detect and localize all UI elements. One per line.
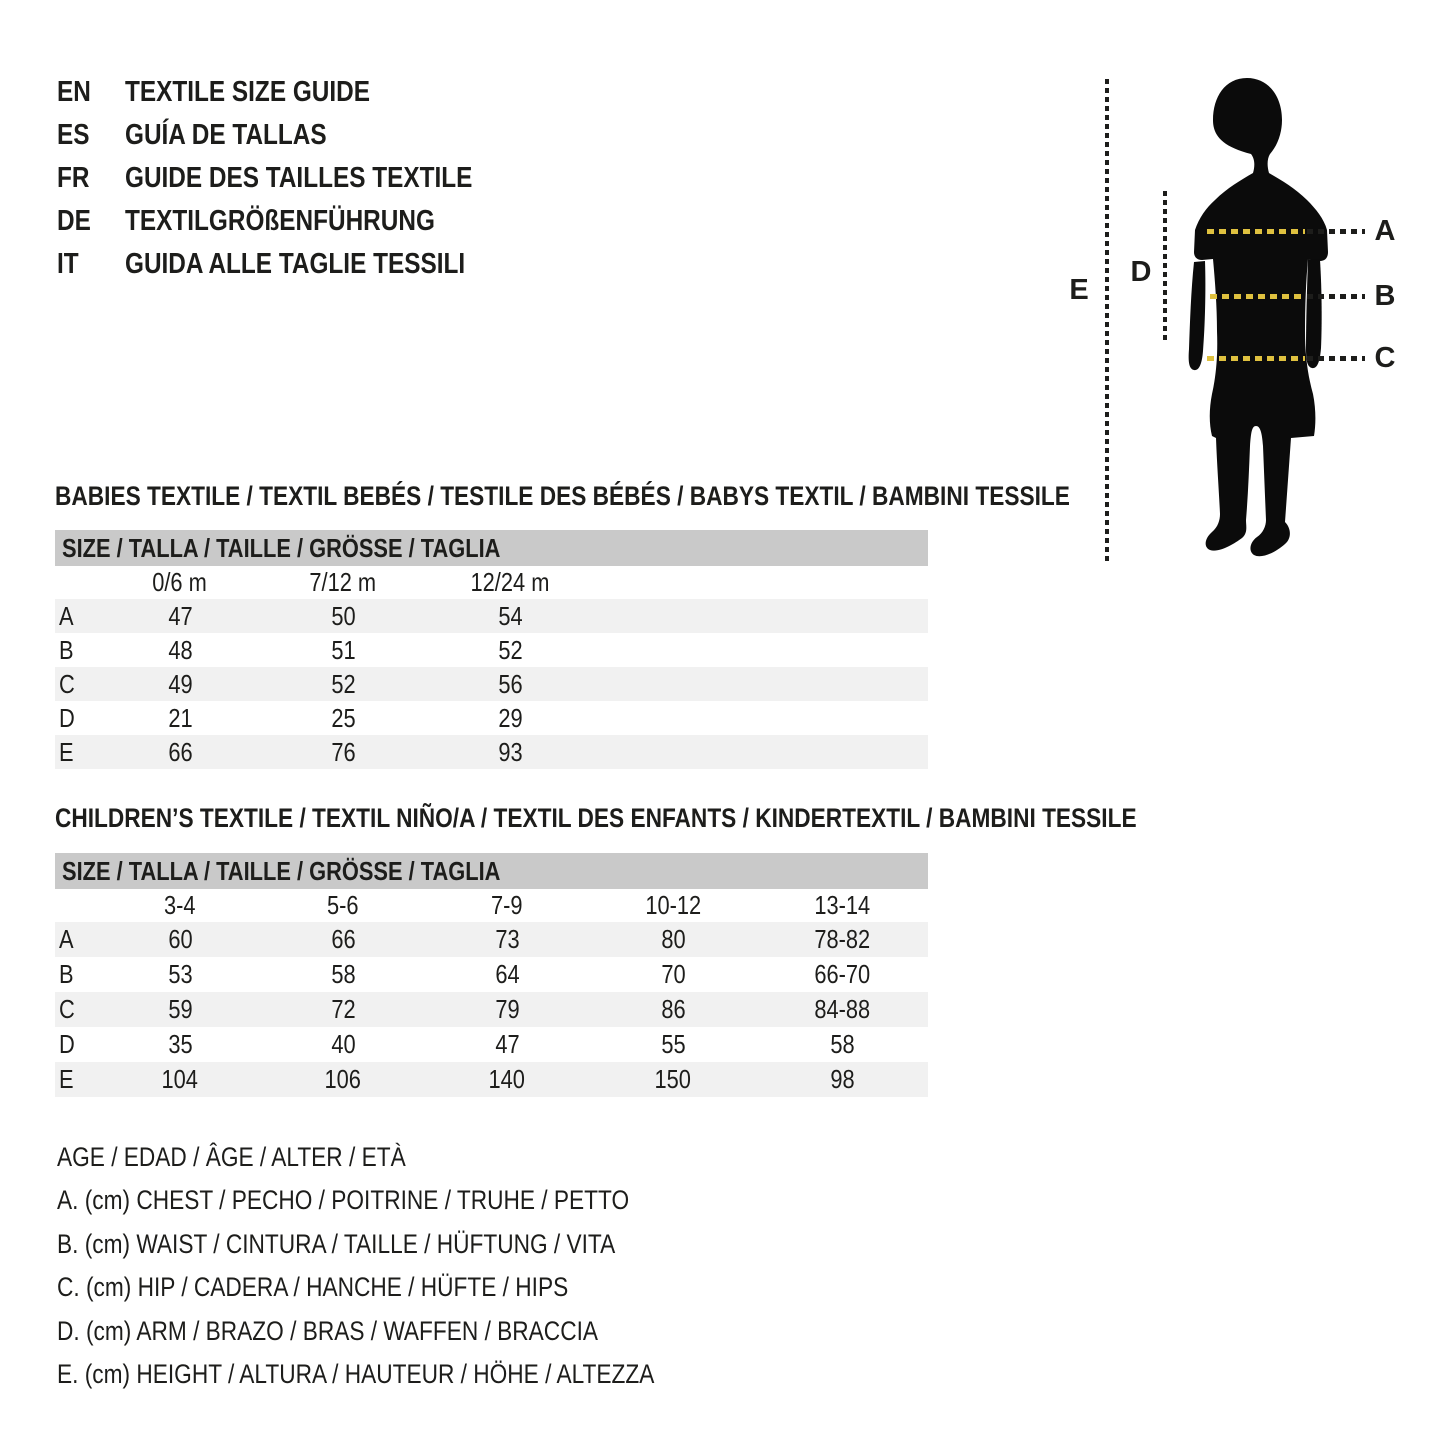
- legend-height-line: E. (cm) HEIGHT / ALTURA / HAUTEUR / HÖHE / ALTEZZA: [57, 1359, 655, 1390]
- cell-value: 86: [660, 994, 686, 1024]
- row-label: C: [59, 668, 75, 699]
- legend-waist-line: B. (cm) WAIST / CINTURA / TAILLE / HÜFTUNG / VITA: [57, 1228, 616, 1259]
- babies-col-7-12m: 7/12 m: [309, 567, 377, 597]
- cell-value: 84-88: [814, 994, 870, 1024]
- children-table-row-c: [55, 992, 928, 1027]
- cell-value: 79: [494, 994, 520, 1024]
- language-code: EN: [57, 76, 91, 108]
- cell-value: 25: [330, 702, 356, 733]
- children-table-row-a: [55, 922, 928, 957]
- cell-value: 56: [497, 668, 523, 699]
- cell-value: 140: [488, 1064, 526, 1094]
- row-label: E: [59, 736, 74, 767]
- cell-value: 50: [330, 600, 356, 631]
- figure-label-c: C: [1374, 342, 1396, 374]
- language-code: FR: [57, 162, 90, 194]
- children-col-5-6: 5-6: [327, 890, 359, 920]
- language-row-es: [57, 114, 539, 157]
- language-title-block: [57, 71, 539, 286]
- children-section-title: CHILDREN’S TEXTILE / TEXTIL NIÑO/A / TEXTIL DES ENFANTS / KINDERTEXTIL / BAMBINI TESSILE: [55, 803, 1137, 833]
- cell-value: 54: [497, 600, 523, 631]
- row-label: A: [59, 600, 74, 631]
- chest-measure-dashes-yellow: [1207, 229, 1305, 234]
- cell-value: 70: [660, 959, 686, 989]
- arm-measure-line-d: [1163, 191, 1167, 343]
- hip-measure-dashes-black: [1307, 356, 1365, 361]
- cell-value: 53: [167, 959, 193, 989]
- guide-title-fr: GUIDE DES TAILLES TEXTILE: [125, 162, 473, 194]
- cell-value: 35: [167, 1029, 193, 1059]
- children-column-header-row: [55, 889, 928, 922]
- babies-size-header-bar: [55, 530, 928, 566]
- cell-value: 48: [167, 634, 193, 665]
- waist-measure-dashes-yellow: [1210, 294, 1302, 299]
- cell-value: 150: [654, 1064, 692, 1094]
- guide-title-en: TEXTILE SIZE GUIDE: [125, 76, 370, 108]
- row-label: B: [59, 634, 74, 665]
- row-label: D: [59, 702, 75, 733]
- children-table-row-d: [55, 1027, 928, 1062]
- figure-label-d: D: [1130, 256, 1152, 288]
- cell-value: 80: [660, 924, 686, 954]
- figure-label-b: B: [1374, 280, 1396, 312]
- cell-value: 73: [494, 924, 520, 954]
- hip-measure-dashes-yellow: [1207, 356, 1305, 361]
- cell-value: 21: [167, 702, 193, 733]
- cell-value: 98: [829, 1064, 855, 1094]
- babies-table-row-b: [55, 633, 928, 667]
- children-col-13-14: 13-14: [814, 890, 870, 920]
- language-code: ES: [57, 119, 90, 151]
- language-row-en: [57, 71, 539, 114]
- cell-value: 58: [829, 1029, 855, 1059]
- language-code: DE: [57, 205, 91, 237]
- cell-value: 66: [330, 924, 356, 954]
- cell-value: 104: [161, 1064, 199, 1094]
- legend-arm-line: D. (cm) ARM / BRAZO / BRAS / WAFFEN / BRACCIA: [57, 1315, 598, 1346]
- babies-table-row-c: [55, 667, 928, 701]
- measurement-legend: [57, 1136, 768, 1396]
- babies-column-header-row: [55, 566, 928, 599]
- legend-hip-line: C. (cm) HIP / CADERA / HANCHE / HÜFTE / HIPS: [57, 1272, 569, 1303]
- language-row-de: [57, 200, 539, 243]
- cell-value: 49: [167, 668, 193, 699]
- cell-value: 40: [330, 1029, 356, 1059]
- cell-value: 60: [167, 924, 193, 954]
- children-table-row-e: [55, 1062, 928, 1097]
- cell-value: 66-70: [814, 959, 870, 989]
- cell-value: 78-82: [814, 924, 870, 954]
- guide-title-de: TEXTILGRÖßENFÜHRUNG: [125, 205, 435, 237]
- babies-col-0-6m: 0/6 m: [152, 567, 208, 597]
- cell-value: 52: [330, 668, 356, 699]
- language-row-fr: [57, 157, 539, 200]
- legend-age-line: AGE / EDAD / ÂGE / ALTER / ETÀ: [57, 1142, 406, 1172]
- cell-value: 52: [497, 634, 523, 665]
- row-label: C: [59, 994, 75, 1024]
- language-code: IT: [57, 248, 79, 280]
- cell-value: 51: [330, 634, 356, 665]
- cell-value: 59: [167, 994, 193, 1024]
- row-label: E: [59, 1064, 74, 1094]
- children-table-row-b: [55, 957, 928, 992]
- cell-value: 106: [324, 1064, 362, 1094]
- children-size-header-label: SIZE / TALLA / TAILLE / GRÖSSE / TAGLIA: [62, 856, 501, 886]
- babies-size-header-label: SIZE / TALLA / TAILLE / GRÖSSE / TAGLIA: [62, 533, 501, 563]
- chest-measure-dashes-black: [1307, 229, 1365, 234]
- cell-value: 55: [660, 1029, 686, 1059]
- babies-table-row-e: [55, 735, 928, 769]
- children-col-3-4: 3-4: [164, 890, 196, 920]
- cell-value: 66: [167, 736, 193, 767]
- waist-measure-dashes-black: [1307, 294, 1365, 299]
- cell-value: 58: [330, 959, 356, 989]
- children-size-header-bar: [55, 853, 928, 889]
- children-col-10-12: 10-12: [645, 890, 701, 920]
- children-col-7-9: 7-9: [491, 890, 523, 920]
- cell-value: 47: [167, 600, 193, 631]
- babies-table-row-a: [55, 599, 928, 633]
- cell-value: 64: [494, 959, 520, 989]
- figure-label-e: E: [1069, 274, 1089, 306]
- row-label: A: [59, 924, 74, 954]
- row-label: D: [59, 1029, 75, 1059]
- row-label: B: [59, 959, 74, 989]
- guide-title-it: GUIDA ALLE TAGLIE TESSILI: [125, 248, 466, 280]
- cell-value: 29: [497, 702, 523, 733]
- babies-col-12-24m: 12/24 m: [470, 567, 550, 597]
- legend-chest-line: A. (cm) CHEST / PECHO / POITRINE / TRUHE / PETTO: [57, 1185, 630, 1216]
- babies-section-title: BABIES TEXTILE / TEXTIL BEBÉS / TESTILE DES BÉBÉS / BABYS TEXTIL / BAMBINI TESSILE: [55, 481, 1070, 511]
- guide-title-es: GUÍA DE TALLAS: [125, 119, 327, 151]
- cell-value: 93: [497, 736, 523, 767]
- cell-value: 76: [330, 736, 356, 767]
- babies-table-row-d: [55, 701, 928, 735]
- cell-value: 47: [494, 1029, 520, 1059]
- figure-label-a: A: [1374, 215, 1396, 247]
- language-row-it: [57, 243, 539, 286]
- cell-value: 72: [330, 994, 356, 1024]
